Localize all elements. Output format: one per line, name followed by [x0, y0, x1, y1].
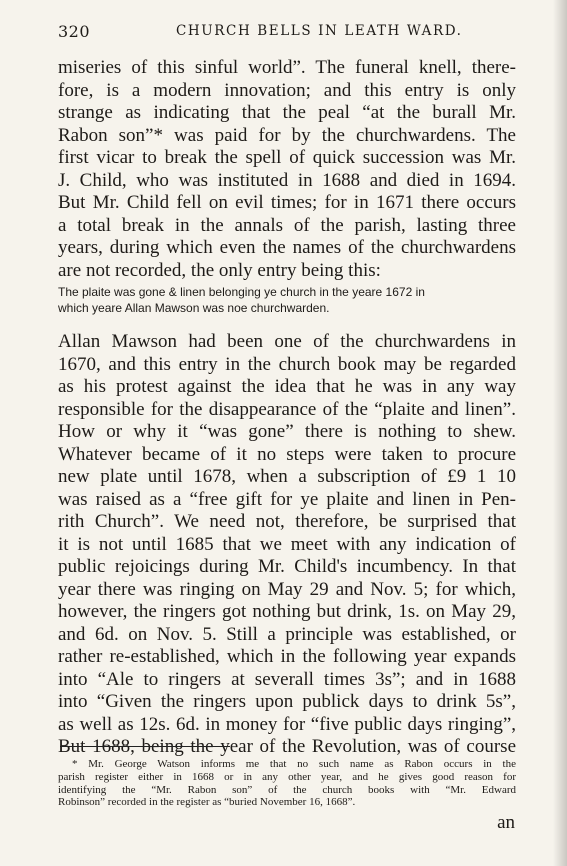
- text-line: into “Given the ringers upon publick days to drink 5s”,: [58, 691, 516, 712]
- footnote: [58, 758, 516, 809]
- text-line: Rabon son”* was paid for by the churchwardens. The: [58, 124, 516, 146]
- text-line: are not recorded, the only entry being this:: [58, 259, 381, 281]
- text-line: first vicar to break the spell of quick succession was Mr.: [58, 147, 516, 168]
- page-edge-shadow: [553, 0, 567, 866]
- text-line: rather re-established, which in the following year expands: [58, 646, 516, 667]
- text-line: public rejoicings during Mr. Child's incumbency. In that: [58, 556, 516, 577]
- text-line: new plate until 1678, when a subscription of £9 1 10: [58, 466, 516, 487]
- text-line: strange as indicating that the peal “at the burall Mr.: [58, 102, 516, 123]
- paragraph-1: [58, 57, 516, 282]
- footnote-line: Robinson” recorded in the register as “buried November 16, 1668”.: [58, 796, 356, 809]
- text-line: responsible for the disappearance of the “plaite and linen”.: [58, 398, 516, 420]
- text-line: years, during which even the names of the churchwardens: [58, 237, 516, 258]
- text-line: J. Child, who was instituted in 1688 and died in 1694.: [58, 169, 516, 191]
- text-line: miseries of this sinful world”. The funeral knell, there-: [58, 57, 516, 78]
- paragraph-2: [58, 331, 516, 759]
- text-line: fore, is a modern innovation; and this entry is only: [58, 79, 516, 101]
- text-line: it is not until 1685 that we meet with any indication of: [58, 533, 516, 555]
- text-line: a total break in the annals of the parish, lasting three: [58, 214, 516, 236]
- text-line: Whatever became of it no steps were taken to procure: [58, 443, 516, 465]
- text-line: But 1688, being the year of the Revolution, was of course: [58, 736, 516, 757]
- footnote-rule: [60, 746, 230, 747]
- text-line: How or why it “was gone” there is nothing to shew.: [58, 421, 516, 442]
- running-head: CHURCH BELLS IN LEATH WARD.: [176, 23, 463, 39]
- quote-line: which yeare Allan Mawson was noe churchwarden.: [58, 301, 330, 315]
- catchword: an: [497, 812, 515, 833]
- footnote-line: * Mr. George Watson informs me that no such name as Rabon occurs in the: [72, 758, 516, 770]
- text-line: 1670, and this entry in the church book may be regarded: [58, 353, 516, 375]
- text-line: Allan Mawson had been one of the churchwardens in: [58, 331, 516, 352]
- text-line: as well as 12s. 6d. in money for “five public days ringing”,: [58, 713, 516, 735]
- text-line: year there was ringing on May 29 and Nov. 5; for which,: [58, 578, 516, 600]
- text-line: as his protest against the idea that he was in any way: [58, 376, 516, 397]
- text-line: however, the ringers got nothing but drink, 1s. on May 29,: [58, 601, 516, 622]
- page-number: 320: [58, 22, 91, 41]
- text-line: and 6d. on Nov. 5. Still a principle was established, or: [58, 623, 516, 645]
- page-header: [58, 22, 519, 42]
- text-line: was raised as a “free gift for ye plaite and linen in Pen-: [58, 488, 516, 510]
- quote-line: The plaite was gone & linen belonging ye church in the yeare 1672 in: [58, 285, 425, 299]
- text-line: rith Church”. We need not, therefore, be surprised that: [58, 511, 516, 532]
- quoted-entry: [58, 284, 516, 316]
- footnote-line: parish register either in 1668 or in any other year, and he gives good reason for: [58, 770, 516, 783]
- text-line: into “Ale to ringers at severall times 3s”; and in 1688: [58, 668, 516, 690]
- text-line: But Mr. Child fell on evil times; for in 1671 there occurs: [58, 192, 516, 213]
- footnote-line: identifying the “Mr. Rabon son” of the church books with “Mr. Edward: [58, 783, 516, 796]
